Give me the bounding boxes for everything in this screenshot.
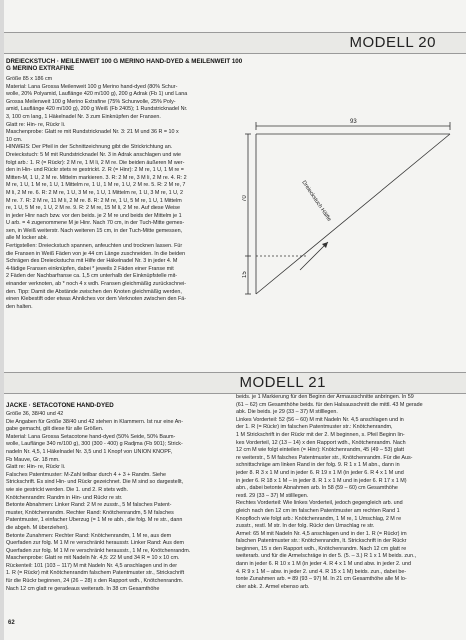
diagram-label: Dreieckstuch Hälfte (300, 179, 332, 223)
width-measure-label: 93 (350, 119, 357, 125)
text-line: Knopfloch wie folgt arb.: Knötchenrandm, 1 M re, 1 Umschlag, 2 M re (236, 515, 402, 522)
text-line: wolle, Lauflänge 340 m/100 g), 300 (300 - 400) g Radjma (Fb 901); Strick- (6, 441, 183, 448)
text-line: abn., dabei betonte Abnahmen arb. In 58 (59 – 60) cm Gesamthöhe (236, 485, 398, 492)
text-line: Betonte Abnahmen: Linker Rand: 2 M re zusstr., 5 M falsches Patent- (6, 502, 172, 509)
text-line: folgt arb.: 1. R (= Rückr): 2 M re, 1 M li, 2 M re. Die beiden äußeren M wer- (6, 159, 185, 166)
text-line: in jeder 6. R 18 x 1 M – in jeder 8. R 1 x 1 M und in jeder 6. R 17 x 1 M) (236, 477, 407, 484)
pattern-title: DREIECKSTUCH · MEILENWEIT 100 G MERINO HAND-DYED & MEILENWEIT 100 G MERINO EXTRAFINE (6, 58, 243, 73)
text-line: für die Rückr beginnen, 24 (26 – 28) x den Rapport wdh., Knötchenrandm. (6, 578, 184, 585)
section-title: MODELL 20 (349, 34, 436, 51)
text-line: Mitten-M, 1 U, 2 M re. Mittelm markieren. 3. R: 2 M re, 3 M li, 2 M re. 4. R: 2 (6, 174, 187, 181)
text-line: 1 M Strickschrift in der Rückr mit der 2. M beginnen, s. Pfeil Beginn lin- (236, 431, 405, 438)
section-header-modell-20 (4, 32, 466, 54)
text-line: Material: Lana Grossa Meilenweit 100 g Merino hand-dyed (80% Schur- (6, 83, 178, 90)
text-line: Querfaden zur folg. M 1 M re verschränkt herausstr., 1 M re, Knötchenrandm. (6, 547, 191, 554)
shawl-diagonal-edge (256, 134, 450, 294)
text-line: M re, 1 U, 1 M re, 1 U, 1 Mittelm re, 1 U, 1 M re, 1 U, 2 M re. 5. R: 2 M re, 7 (6, 182, 186, 189)
text-line: Glatt re: Hin- re, Rückr li. (6, 464, 66, 471)
text-line: Schrägen des Dreieckstuchs mit Hilfe der Häkelnadel Nr. 3 in jeder 4. M (6, 258, 178, 265)
text-line: 4-fädige Fransen einknüpfen, dabei * jeweils 2 Fäden einer Franse mit (6, 265, 174, 272)
text-line: gleich nach den 12 cm im falschen Patentmuster am rechten Rand 1 (236, 507, 400, 514)
text-line: jeder 8. R 3 x 1 M und in jeder 6. R 19 x 1 M (in jeder 6. R 4 x 1 M und (236, 469, 404, 476)
text-line: weiterarb. und für die Ärmelschräge in der 5. (5. – 3.) R 1 x 1 M beids. zun., (236, 553, 417, 560)
height-measure-top-label: 70 (242, 195, 248, 202)
pattern-instructions (6, 76, 238, 311)
text-line: den. Tipp: Damit die Abstände zwischen den Knoten gleichmäßig werden, (6, 288, 182, 295)
text-line: Dreieckstuch: 5 M mit Rundstricknadel Nr. 3 in Adrak anschlagen und wie (6, 151, 181, 158)
text-line: Querfaden zur folg. M 1 M re verschränkt herausstr. Linker Rand: Aus dem (6, 540, 184, 547)
pattern-title: JACKE · SETACOTONE HAND-DYED (6, 402, 114, 409)
text-line: kes Vorderteil, 12 (13 – 14) x den Rapport wdh., Knötchenrandm. Nach (236, 439, 406, 446)
text-line: Betonte Zunahmen: Rechter Rand: Knötchenrandm, 1 M re, aus dem (6, 532, 172, 539)
text-line: 3, 100 cm lang, 1 Häkelnadel Nr. 3 zum Einknüpfen der Fransen. (6, 113, 161, 120)
height-measure-bottom-label: 15 (242, 271, 248, 278)
page-edge (0, 0, 4, 640)
text-line: der 1. R (= Rückr) im falschen Patentmuster str.: Knötchenrandm, (236, 424, 393, 431)
text-line: Maschenprobe: Glatt re mit Nadeln Nr. 4,5: 22 M und 34 R = 10 x 10 cm. (6, 555, 180, 562)
text-line: U arb. = 4 zugenommene M je Hinr. Nach 70 cm, in der Tuch-Mitte gemes- (6, 220, 185, 227)
text-line: Grossa Meilenweit 100 g Merino Extrafine (75% Schurwolle, 25% Poly- (6, 98, 176, 105)
text-line: (61 – 62) cm Gesamthöhe beids. für den Halsausschnitt die mittl. 43 M gerade (236, 401, 423, 408)
text-line: Falsches Patentmuster: M-Zahl teilbar durch 4 + 3 + Randm. Siehe (6, 471, 166, 478)
text-line: Ärmel: 65 M mit Nadeln Nr. 4,5 anschlagen und in der 1. R (= Rückr) im (236, 530, 407, 537)
text-line: 4. R 9 x 1 M – abw. in jeder 2. und 4. R 15 x 1 M) beids. zun., dabei be- (236, 568, 407, 575)
text-line: re, 1 U, 5 M re, 1 U, 2 M re. 9. R: 2 M re, 15 M li, 2 M re. Auf diese Weise (6, 205, 180, 212)
text-line: die abgeh. M überziehen). (6, 524, 69, 531)
text-line: Nach 12 cm glatt re geradeaus weiterarb. In 38 cm Gesamthöhe (6, 585, 160, 592)
text-line: 12 cm M wie folgt einteilen (= Hinr): Knötchenrandm, 45 (49 – 53) glatt (236, 447, 404, 454)
text-line: cker abk. 2. Ärmel ebenso arb. (236, 583, 310, 590)
text-line: sen, in Weiß weiterstr. Nach weiteren 15 cm, in der Tuch-Mitte gemessen, (6, 227, 183, 234)
text-line: zusstr., restl. M str. In der folg. Rückr den Umschlag re str. (236, 523, 375, 530)
text-line: 10 cm. (6, 136, 23, 143)
text-line: den halten. (6, 303, 33, 310)
page-number: 62 (8, 620, 15, 626)
text-line: Maschenprobe: Glatt re mit Rundstricknadel Nr. 3: 21 M und 36 R = 10 x (6, 129, 179, 136)
shawl-schematic-diagram (242, 112, 456, 308)
text-line: Größe 36, 38/40 und 42 (6, 411, 64, 417)
text-line: falschen Patentmuster str.: Knötchenrandm, lt. Strickschrift in der Rückr (236, 538, 407, 545)
pattern-instructions-right (236, 394, 462, 591)
text-line: Linkes Vorderteil: 52 (56 – 60) M mit Nadeln Nr. 4,5 anschlagen und in (236, 416, 404, 423)
text-line: nadeln Nr. 4,5, 1 Häkelnadel Nr. 3,5 und 1 Knopf von UNION KNOPF, (6, 448, 172, 455)
text-line: die Fransen in Weiß Fäden von je 44 cm Länge zuschneiden. In die beiden (6, 250, 186, 257)
text-line: muster, Knötchenrandm. Rechter Rand: Knötchenrandm, 5 M falsches (6, 509, 174, 516)
text-line: dann in jeder 6. R 10 x 1 M (in jeder 4. R 4 x 1 M und abw. in jeder 2. und (236, 561, 411, 568)
text-line: Knötchenrandm: Randm in Hin- und Rückr re str. (6, 494, 123, 501)
text-line: Strickschrift. Es sind Hin- und Rückr gezeichnet. Die M sind so dargestellt, (6, 479, 184, 486)
text-line: tonte Zunahmen arb. = 89 (93 – 97) M. In 21 cm Gesamthöhe alle M lo- (236, 576, 407, 583)
text-line: beids. je 1 Markierung für den Beginn der Armausschnitte anbringen. In 59 (236, 394, 414, 400)
text-line: Fertigstellen: Dreieckstuch spannen, anfeuchten und trocknen lassen. Für (6, 243, 183, 250)
text-line: wie sie gestrickt werden. Die 1. und 2. R stets wdh. (6, 486, 128, 493)
text-line: restl. 29 (33 – 37) M stilllegen. (236, 492, 309, 499)
text-line: alle M locker abk. (6, 235, 48, 242)
text-line: HINWEIS: Der Pfeil in der Schnittzeichnung gibt die Strickrichtung an. (6, 144, 173, 151)
text-line: amid, Lauflänge 420 m/100 g), 200 g Weiß (Fb 2405); 1 Rundstricknadel Nr. (6, 106, 188, 113)
section-header-modell-21 (4, 372, 466, 394)
text-line: Patentmuster, 1 einfacher Überzug (= 1 M re abh., die folg. M re str., dann (6, 517, 183, 524)
text-line: re weiterstr., 5 M falsches Patentmuster str., Knötchenrandm. Für die Aus- (236, 454, 413, 461)
text-line: Glatt re: Hin- re, Rückr li. (6, 121, 66, 128)
text-line: Fb Mauve, Gr. 18 mm. (6, 456, 60, 463)
section-title: MODELL 21 (239, 374, 326, 391)
pattern-instructions-left (6, 411, 230, 593)
text-line: wolle, 20% Polyamid, Lauflänge 420 m/100 g), 200 g Adrak (Fb 1) und Lana (6, 91, 188, 98)
text-line: M li, 2 M re. 6. R: 2 M re, 1 U, 3 M re, 1 U, 1 Mittelm re, 1 U, 3 M re, 1 U, 2 (6, 189, 184, 196)
text-line: in jeder Hinr nach bzw. vor den beids. je 2 M re und beids der Mittelm je 1 (6, 212, 182, 219)
text-line: einander verknoten, ab * noch 4 x wdh. Fransen gleichmäßig zurückschnei- (6, 281, 187, 288)
text-line: abk. Die beids. je 29 (33 – 37) M stilllegen. (236, 409, 338, 416)
text-line: Rückenteil: 101 (103 – 117) M mit Nadeln Nr. 4,5 anschlagen und in der (6, 562, 178, 569)
text-line: einen Klebestift oder etwas Ähnliches vor dem Verknoten zwischen den Fä- (6, 296, 187, 303)
text-line: den in Hin- und Rückr stets re gestrickt. 2. R (= Hinr): 2 M re, 1 U, 1 M re = (6, 167, 184, 174)
text-line: M re. 7. R: 2 M re, 11 M li, 2 M re. 8. R: 2 M re, 1 U, 5 M re, 1 U, 1 Mittelm (6, 197, 182, 204)
text-line: Material: Lana Grossa Setacotone hand-dyed (50% Seide, 50% Baum- (6, 433, 176, 440)
text-line: Rechtes Vorderteil: Wie linkes Vorderteil, jedoch gegengleich arb. und (236, 500, 403, 507)
text-line: schnittschräge am linken Rand in der folg. 9. R 1 x 1 M abn., dann in (236, 462, 400, 469)
text-line: 2 Fäden der Nachbarfranse ca. 1,5 cm unterhalb der Einknüpfstelle mit- (6, 273, 178, 280)
text-line: gabe gemacht, gilt diese für alle Größen. (6, 426, 104, 433)
text-line: beginnen, 15 x den Rapport wdh., Knötchenrandm. Nach 12 cm glatt re (236, 545, 407, 552)
text-line: 1. R (= Rückr) mit Knötchenrandm falschem Patentmuster str., Strickschrift (6, 570, 185, 577)
text-line: Größe 85 x 186 cm (6, 76, 53, 82)
text-line: Die Angaben für Größe 38/40 und 42 stehen in Klammern. Ist nur eine An- (6, 418, 184, 425)
